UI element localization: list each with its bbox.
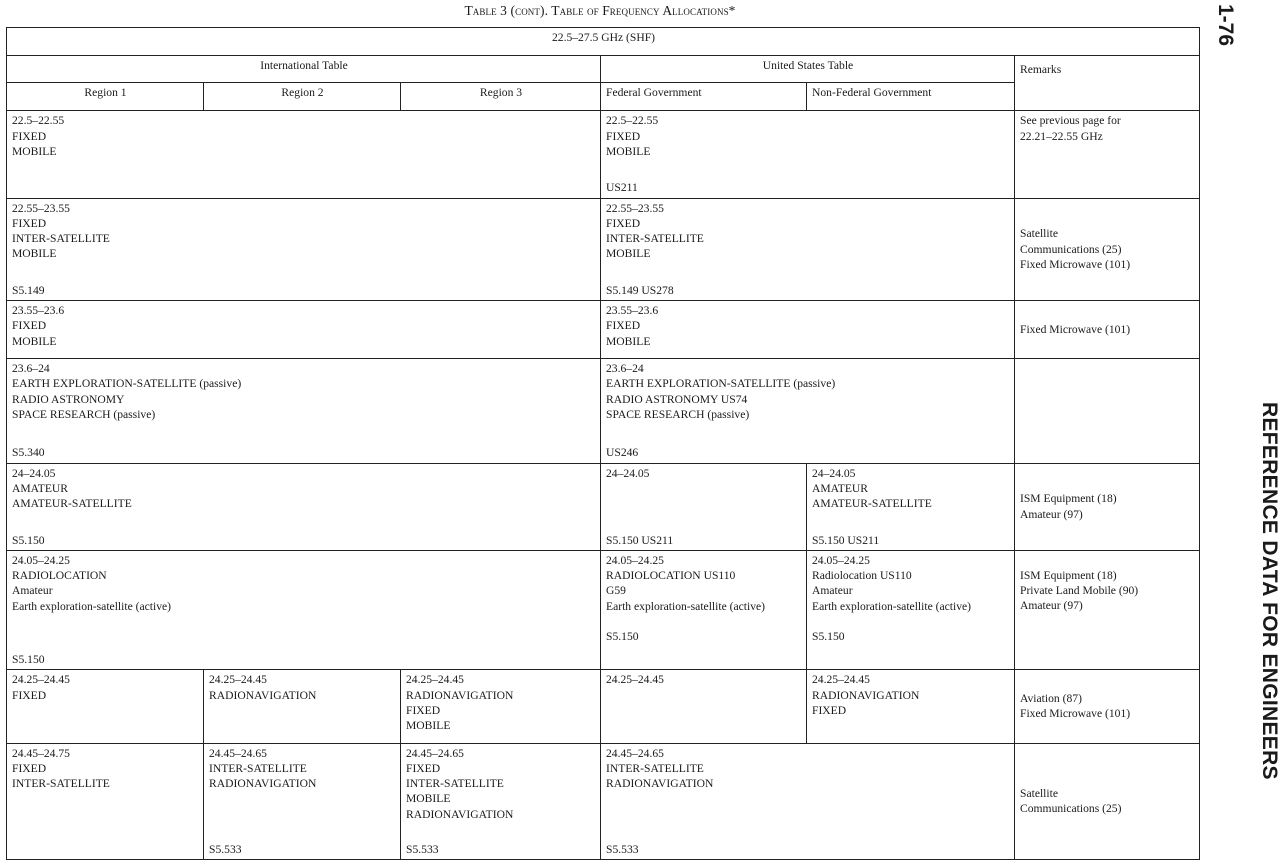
footnote-reference: S5.149 US278: [606, 283, 674, 297]
footnote-reference: US211: [606, 181, 638, 195]
cell-line: RADIO ASTRONOMY: [12, 392, 125, 406]
cell-line: G59: [606, 584, 626, 598]
footnote-reference: S5.340: [12, 446, 45, 460]
cell-line: RADIONAVIGATION: [209, 777, 317, 791]
region2-cell: [204, 743, 401, 859]
cell-line: MOBILE: [606, 334, 651, 348]
remarks-cell: [1015, 359, 1200, 463]
frequency-allocation-table: [6, 27, 1200, 860]
cell-line: 24.45–24.75: [12, 746, 70, 760]
cell-line: 24.05–24.25: [606, 553, 664, 567]
cell-line: INTER-SATELLITE: [606, 761, 704, 775]
cell-line: 23.55–23.6: [606, 303, 659, 317]
cell-line: RADIONAVIGATION: [406, 807, 514, 821]
cell-line: ISM Equipment (18): [1020, 568, 1117, 582]
cell-line: FIXED: [12, 319, 47, 333]
cell-line: 22.21–22.55 GHz: [1020, 129, 1103, 143]
cell-line: Amateur: [812, 584, 853, 598]
intl-cell: [7, 359, 601, 463]
region1-header: Region 1: [7, 83, 204, 111]
cell-line: 23.6–24: [12, 362, 50, 376]
cell-line: FIXED: [406, 761, 441, 775]
cell-line: Amateur: [12, 584, 53, 598]
cell-line: FIXED: [812, 703, 847, 717]
intl-cell: [7, 300, 601, 358]
cell-line: 23.55–23.6: [12, 303, 65, 317]
cell-line: MOBILE: [406, 792, 451, 806]
us-cell: [601, 359, 1015, 463]
cell-line: S5.150: [812, 630, 845, 644]
table-row: [7, 670, 1200, 743]
table-row: [7, 111, 1200, 198]
footnote-reference: S5.149: [12, 283, 45, 297]
remarks-cell: [1015, 743, 1200, 859]
cell-line: 22.5–22.55: [606, 114, 659, 128]
cell-line: RADIONAVIGATION: [606, 777, 714, 791]
cell-line: 24–24.05: [812, 466, 856, 480]
intl-cell: [7, 550, 601, 669]
cell-line: 24.05–24.25: [12, 553, 70, 567]
cell-line: Private Land Mobile (90): [1020, 584, 1139, 598]
cell-line: Satellite: [1020, 786, 1058, 800]
footnote-reference: US246: [606, 446, 639, 460]
cell-line: FIXED: [12, 216, 47, 230]
cell-line: 24.25–24.45: [12, 673, 70, 687]
cell-line: SPACE RESEARCH (passive): [12, 408, 156, 422]
cell-line: Earth exploration-satellite (active): [12, 599, 172, 613]
remarks-cell: [1015, 198, 1200, 300]
international-table-header: International Table: [7, 56, 601, 83]
cell-line: FIXED: [12, 688, 47, 702]
page-number: 1-76: [1214, 4, 1237, 47]
cell-line: MOBILE: [606, 144, 651, 158]
remarks-cell: [1015, 550, 1200, 669]
intl-cell: [7, 463, 601, 550]
cell-line: RADIONAVIGATION: [406, 688, 514, 702]
cell-line: INTER-SATELLITE: [406, 777, 504, 791]
region1-cell: [7, 670, 204, 743]
cell-line: INTER-SATELLITE: [606, 232, 704, 246]
nonfederal-cell: [807, 550, 1015, 669]
remarks-cell: [1015, 670, 1200, 743]
cell-line: EARTH EXPLORATION-SATELLITE (passive): [12, 377, 242, 391]
remarks-cell: [1015, 111, 1200, 198]
cell-line: RADIO ASTRONOMY US74: [606, 392, 748, 406]
table-row: [7, 300, 1200, 358]
cell-line: FIXED: [406, 703, 441, 717]
running-head: REFERENCE DATA FOR ENGINEERS: [1258, 402, 1281, 780]
cell-line: Satellite: [1020, 227, 1058, 241]
cell-line: 24.45–24.65: [406, 746, 464, 760]
cell-line: Communications (25): [1020, 802, 1122, 816]
cell-line: Aviation (87): [1020, 692, 1082, 706]
cell-line: 24.45–24.65: [209, 746, 267, 760]
footnote-reference: S5.533: [209, 842, 242, 856]
cell-line: MOBILE: [12, 144, 57, 158]
cell-line: See previous page for: [1020, 114, 1121, 128]
footnote-reference: S5.150: [12, 533, 45, 547]
nonfederal-header: Non-Federal Government: [807, 83, 1015, 111]
region3-header: Region 3: [401, 83, 601, 111]
table-caption: [0, 3, 1200, 19]
cell-line: 24.25–24.45: [209, 673, 267, 687]
cell-line: FIXED: [12, 129, 47, 143]
caption-title: Table of Frequency Allocations*: [551, 3, 736, 18]
cell-line: [606, 614, 802, 629]
cell-line: RADIONAVIGATION: [812, 688, 920, 702]
federal-cell: [601, 670, 807, 743]
cell-line: RADIOLOCATION: [12, 569, 107, 583]
cell-line: Fixed Microwave (101): [1020, 257, 1131, 271]
region3-cell: [401, 670, 601, 743]
us-cell: [601, 111, 1015, 198]
us-cell: [601, 198, 1015, 300]
intl-cell: [7, 111, 601, 198]
cell-line: 24.05–24.25: [812, 553, 870, 567]
nonfederal-cell: [807, 463, 1015, 550]
us-table-header: United States Table: [601, 56, 1015, 83]
federal-cell: [601, 463, 807, 550]
cell-line: FIXED: [12, 761, 47, 775]
cell-line: 24.25–24.45: [406, 673, 464, 687]
footnote-reference: S5.150 US211: [606, 533, 674, 547]
band-header: 22.5–27.5 GHz (SHF): [7, 28, 1200, 56]
cell-line: AMATEUR-SATELLITE: [12, 497, 132, 511]
cell-line: INTER-SATELLITE: [209, 761, 307, 775]
region2-cell: [204, 670, 401, 743]
table-row: [7, 198, 1200, 300]
cell-line: Amateur (97): [1020, 599, 1083, 613]
caption-prefix: Table 3 (cont).: [464, 3, 552, 18]
table-row: [7, 359, 1200, 463]
cell-line: 23.6–24: [606, 362, 644, 376]
nonfederal-cell: [807, 670, 1015, 743]
cell-line: Earth exploration-satellite (active): [812, 599, 972, 613]
cell-line: Fixed Microwave (101): [1020, 707, 1131, 721]
cell-line: 22.55–23.55: [12, 201, 70, 215]
cell-line: Radiolocation US110: [812, 569, 912, 583]
cell-line: Earth exploration-satellite (active): [606, 599, 766, 613]
us-cell: [601, 300, 1015, 358]
cell-line: MOBILE: [12, 334, 57, 348]
federal-cell: [601, 550, 807, 669]
cell-line: AMATEUR: [812, 481, 869, 495]
cell-line: 22.5–22.55: [12, 114, 65, 128]
cell-line: EARTH EXPLORATION-SATELLITE (passive): [606, 377, 836, 391]
region2-header: Region 2: [204, 83, 401, 111]
cell-line: RADIONAVIGATION: [209, 688, 317, 702]
cell-line: FIXED: [606, 129, 641, 143]
footnote-reference: S5.533: [606, 842, 639, 856]
cell-line: Communications (25): [1020, 242, 1122, 256]
cell-line: Amateur (97): [1020, 507, 1083, 521]
table-row: [7, 550, 1200, 669]
cell-line: AMATEUR-SATELLITE: [812, 497, 932, 511]
cell-line: MOBILE: [606, 247, 651, 261]
cell-line: 24.25–24.45: [812, 673, 870, 687]
cell-line: MOBILE: [406, 719, 451, 733]
footnote-reference: S5.533: [406, 842, 439, 856]
cell-line: Fixed Microwave (101): [1020, 322, 1131, 336]
cell-line: [812, 614, 1010, 629]
us-cell: [601, 743, 1015, 859]
footnote-reference: S5.150: [12, 652, 45, 666]
cell-line: 22.55–23.55: [606, 201, 664, 215]
cell-line: RADIOLOCATION US110: [606, 569, 736, 583]
cell-line: 24–24.05: [606, 466, 650, 480]
intl-cell: [7, 198, 601, 300]
cell-line: 24.45–24.65: [606, 746, 664, 760]
cell-line: FIXED: [606, 319, 641, 333]
remarks-header: Remarks: [1015, 56, 1200, 111]
table-row: [7, 743, 1200, 859]
region3-cell: [401, 743, 601, 859]
cell-line: INTER-SATELLITE: [12, 777, 110, 791]
cell-line: S5.150: [606, 630, 639, 644]
cell-line: 24.25–24.45: [606, 673, 664, 687]
cell-line: AMATEUR: [12, 481, 69, 495]
cell-line: ISM Equipment (18): [1020, 492, 1117, 506]
remarks-cell: [1015, 463, 1200, 550]
region1-cell: [7, 743, 204, 859]
remarks-cell: [1015, 300, 1200, 358]
cell-line: FIXED: [606, 216, 641, 230]
cell-line: MOBILE: [12, 247, 57, 261]
cell-line: SPACE RESEARCH (passive): [606, 408, 750, 422]
table-row: [7, 463, 1200, 550]
federal-header: Federal Government: [601, 83, 807, 111]
footnote-reference: S5.150 US211: [812, 533, 880, 547]
cell-line: 24–24.05: [12, 466, 56, 480]
cell-line: INTER-SATELLITE: [12, 232, 110, 246]
